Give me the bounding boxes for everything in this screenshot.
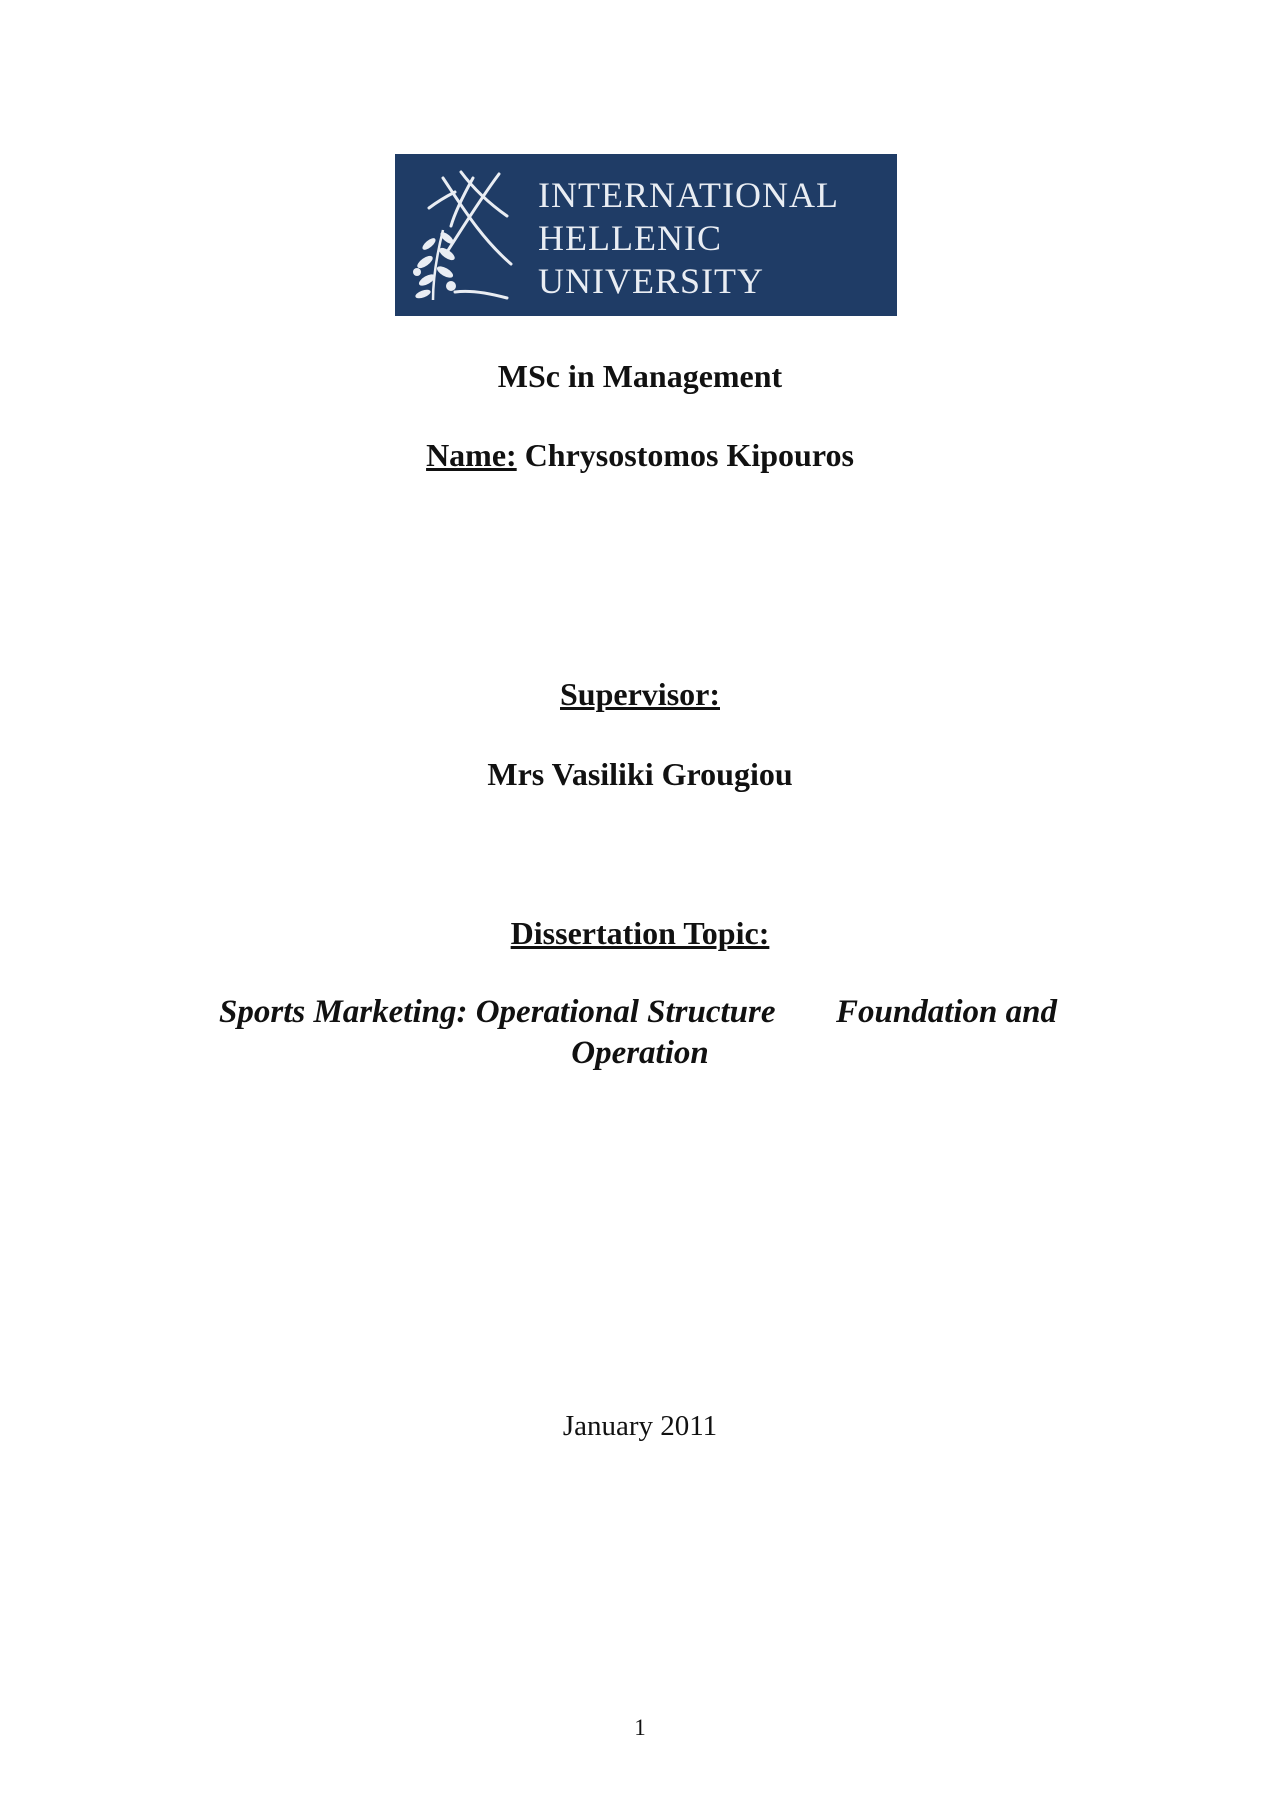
name-label: Name: — [426, 437, 517, 473]
logo-wordmark — [538, 174, 839, 303]
university-logo — [395, 154, 897, 316]
submission-date: January 2011 — [562, 1410, 718, 1442]
dissertation-topic-heading: Dissertation Topic: — [510, 915, 770, 951]
logo-line-2: HELLENIC — [538, 218, 722, 258]
dissertation-title-line-2: Operation — [571, 1035, 709, 1071]
student-name: Chrysostomos Kipouros — [524, 437, 854, 473]
olive-branch-emblem-icon — [403, 168, 515, 304]
dissertation-title-part-1: Sports Marketing: Operational Structure — [219, 994, 776, 1030]
program-title: MSc in Management — [497, 358, 783, 394]
supervisor-name: Mrs Vasiliki Grougiou — [487, 756, 793, 792]
student-name-line — [0, 437, 1280, 474]
logo-line-3: UNIVERSITY — [538, 261, 764, 301]
dissertation-title-part-2: Foundation and — [836, 994, 1058, 1030]
page-number: 1 — [634, 1715, 646, 1740]
logo-line-1: INTERNATIONAL — [538, 175, 839, 215]
supervisor-heading: Supervisor: — [560, 676, 720, 712]
